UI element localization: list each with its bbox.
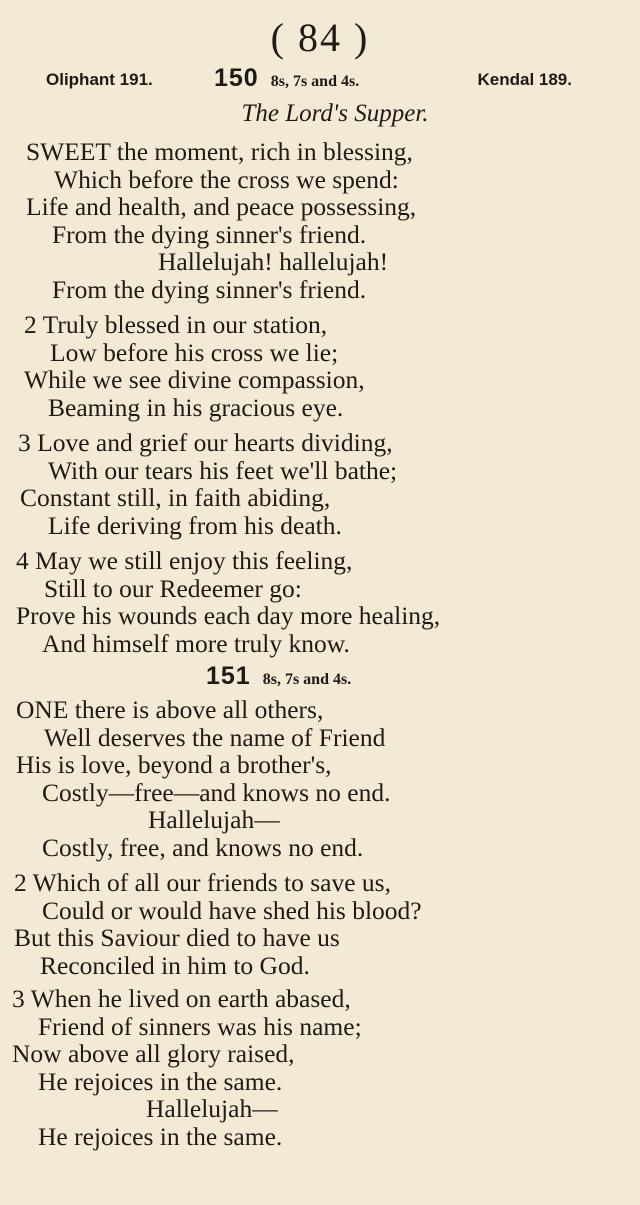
verse-line: Life deriving from his death. <box>48 510 342 540</box>
verse-line: Reconciled in him to God. <box>40 950 310 980</box>
hymn-151-verse-2 <box>0 869 640 979</box>
hymn-151-number: 151 <box>206 662 251 690</box>
tune-right: Kendal 189. <box>477 70 572 89</box>
verse-line: Hallelujah— <box>146 1094 278 1123</box>
verse-line: ONE there is above all others, <box>16 695 324 724</box>
verse-line: 3 Love and grief our hearts dividing, <box>18 428 393 457</box>
verse-line: With our tears his feet we'll bathe; <box>48 455 398 485</box>
hymn-150-verse-4 <box>0 547 640 657</box>
verse-line: 4 May we still enjoy this feeling, <box>16 546 353 575</box>
hymn-150-meter: 8s, 7s and 4s. <box>270 73 360 90</box>
page-number: ( 84 ) <box>270 15 370 60</box>
verse-line: While we see divine compassion, <box>24 365 365 394</box>
verse-line: Well deserves the name of Friend <box>44 722 386 752</box>
verse-line: Hallelujah! hallelujah! <box>158 247 389 276</box>
verse-line: Life and health, and peace possessing, <box>26 192 417 221</box>
verse-line: Still to our Redeemer go: <box>44 573 302 603</box>
hymn-150-verse-2 <box>0 311 640 421</box>
hymn-151-meter: 8s, 7s and 4s. <box>262 671 352 688</box>
hymn-150-verse-1 <box>0 138 640 303</box>
verse-line: From the dying sinner's friend. <box>52 219 367 249</box>
hymn-150-header <box>46 64 572 96</box>
verse-line: Friend of sinners was his name; <box>38 1011 362 1041</box>
verse-line: Costly—free—and knows no end. <box>42 777 391 807</box>
verse-line: He rejoices in the same. <box>38 1121 283 1151</box>
verse-line: Prove his wounds each day more healing, <box>16 601 441 630</box>
verse-line: Low before his cross we lie; <box>50 337 339 367</box>
verse-line: Which before the cross we spend: <box>54 164 399 194</box>
verse-line: Costly, free, and knows no end. <box>42 832 364 862</box>
verse-line: Now above all glory raised, <box>12 1039 295 1068</box>
verse-line: He rejoices in the same. <box>38 1066 283 1096</box>
hymn-150-number: 150 <box>214 64 259 92</box>
verse-line: From the dying sinner's friend. <box>52 274 367 304</box>
verse-line: Hallelujah— <box>148 805 280 834</box>
tune-left: Oliphant 191. <box>46 70 153 89</box>
verse-line: But this Saviour died to have us <box>14 923 340 952</box>
hymn-151-header <box>206 662 351 691</box>
verse-line: Constant still, in faith abiding, <box>20 483 331 512</box>
verse-line: Beaming in his gracious eye. <box>48 392 344 422</box>
verse-line: SWEET the moment, rich in blessing, <box>26 137 413 166</box>
verse-line: 2 Truly blessed in our station, <box>24 310 328 339</box>
verse-line: 3 When he lived on earth abased, <box>12 984 351 1013</box>
verse-line: Could or would have shed his blood? <box>42 895 422 925</box>
hymn-150-title: The Lord's Supper. <box>241 100 429 127</box>
hymn-150-verse-3 <box>0 429 640 539</box>
verse-line: His is love, beyond a brother's, <box>16 750 332 779</box>
verse-line: And himself more truly know. <box>42 628 350 658</box>
verse-line: 2 Which of all our friends to save us, <box>14 868 391 897</box>
hymn-150-number-block <box>214 64 359 93</box>
hymn-151-verse-1 <box>0 696 640 861</box>
hymn-151-verse-3 <box>0 985 640 1150</box>
